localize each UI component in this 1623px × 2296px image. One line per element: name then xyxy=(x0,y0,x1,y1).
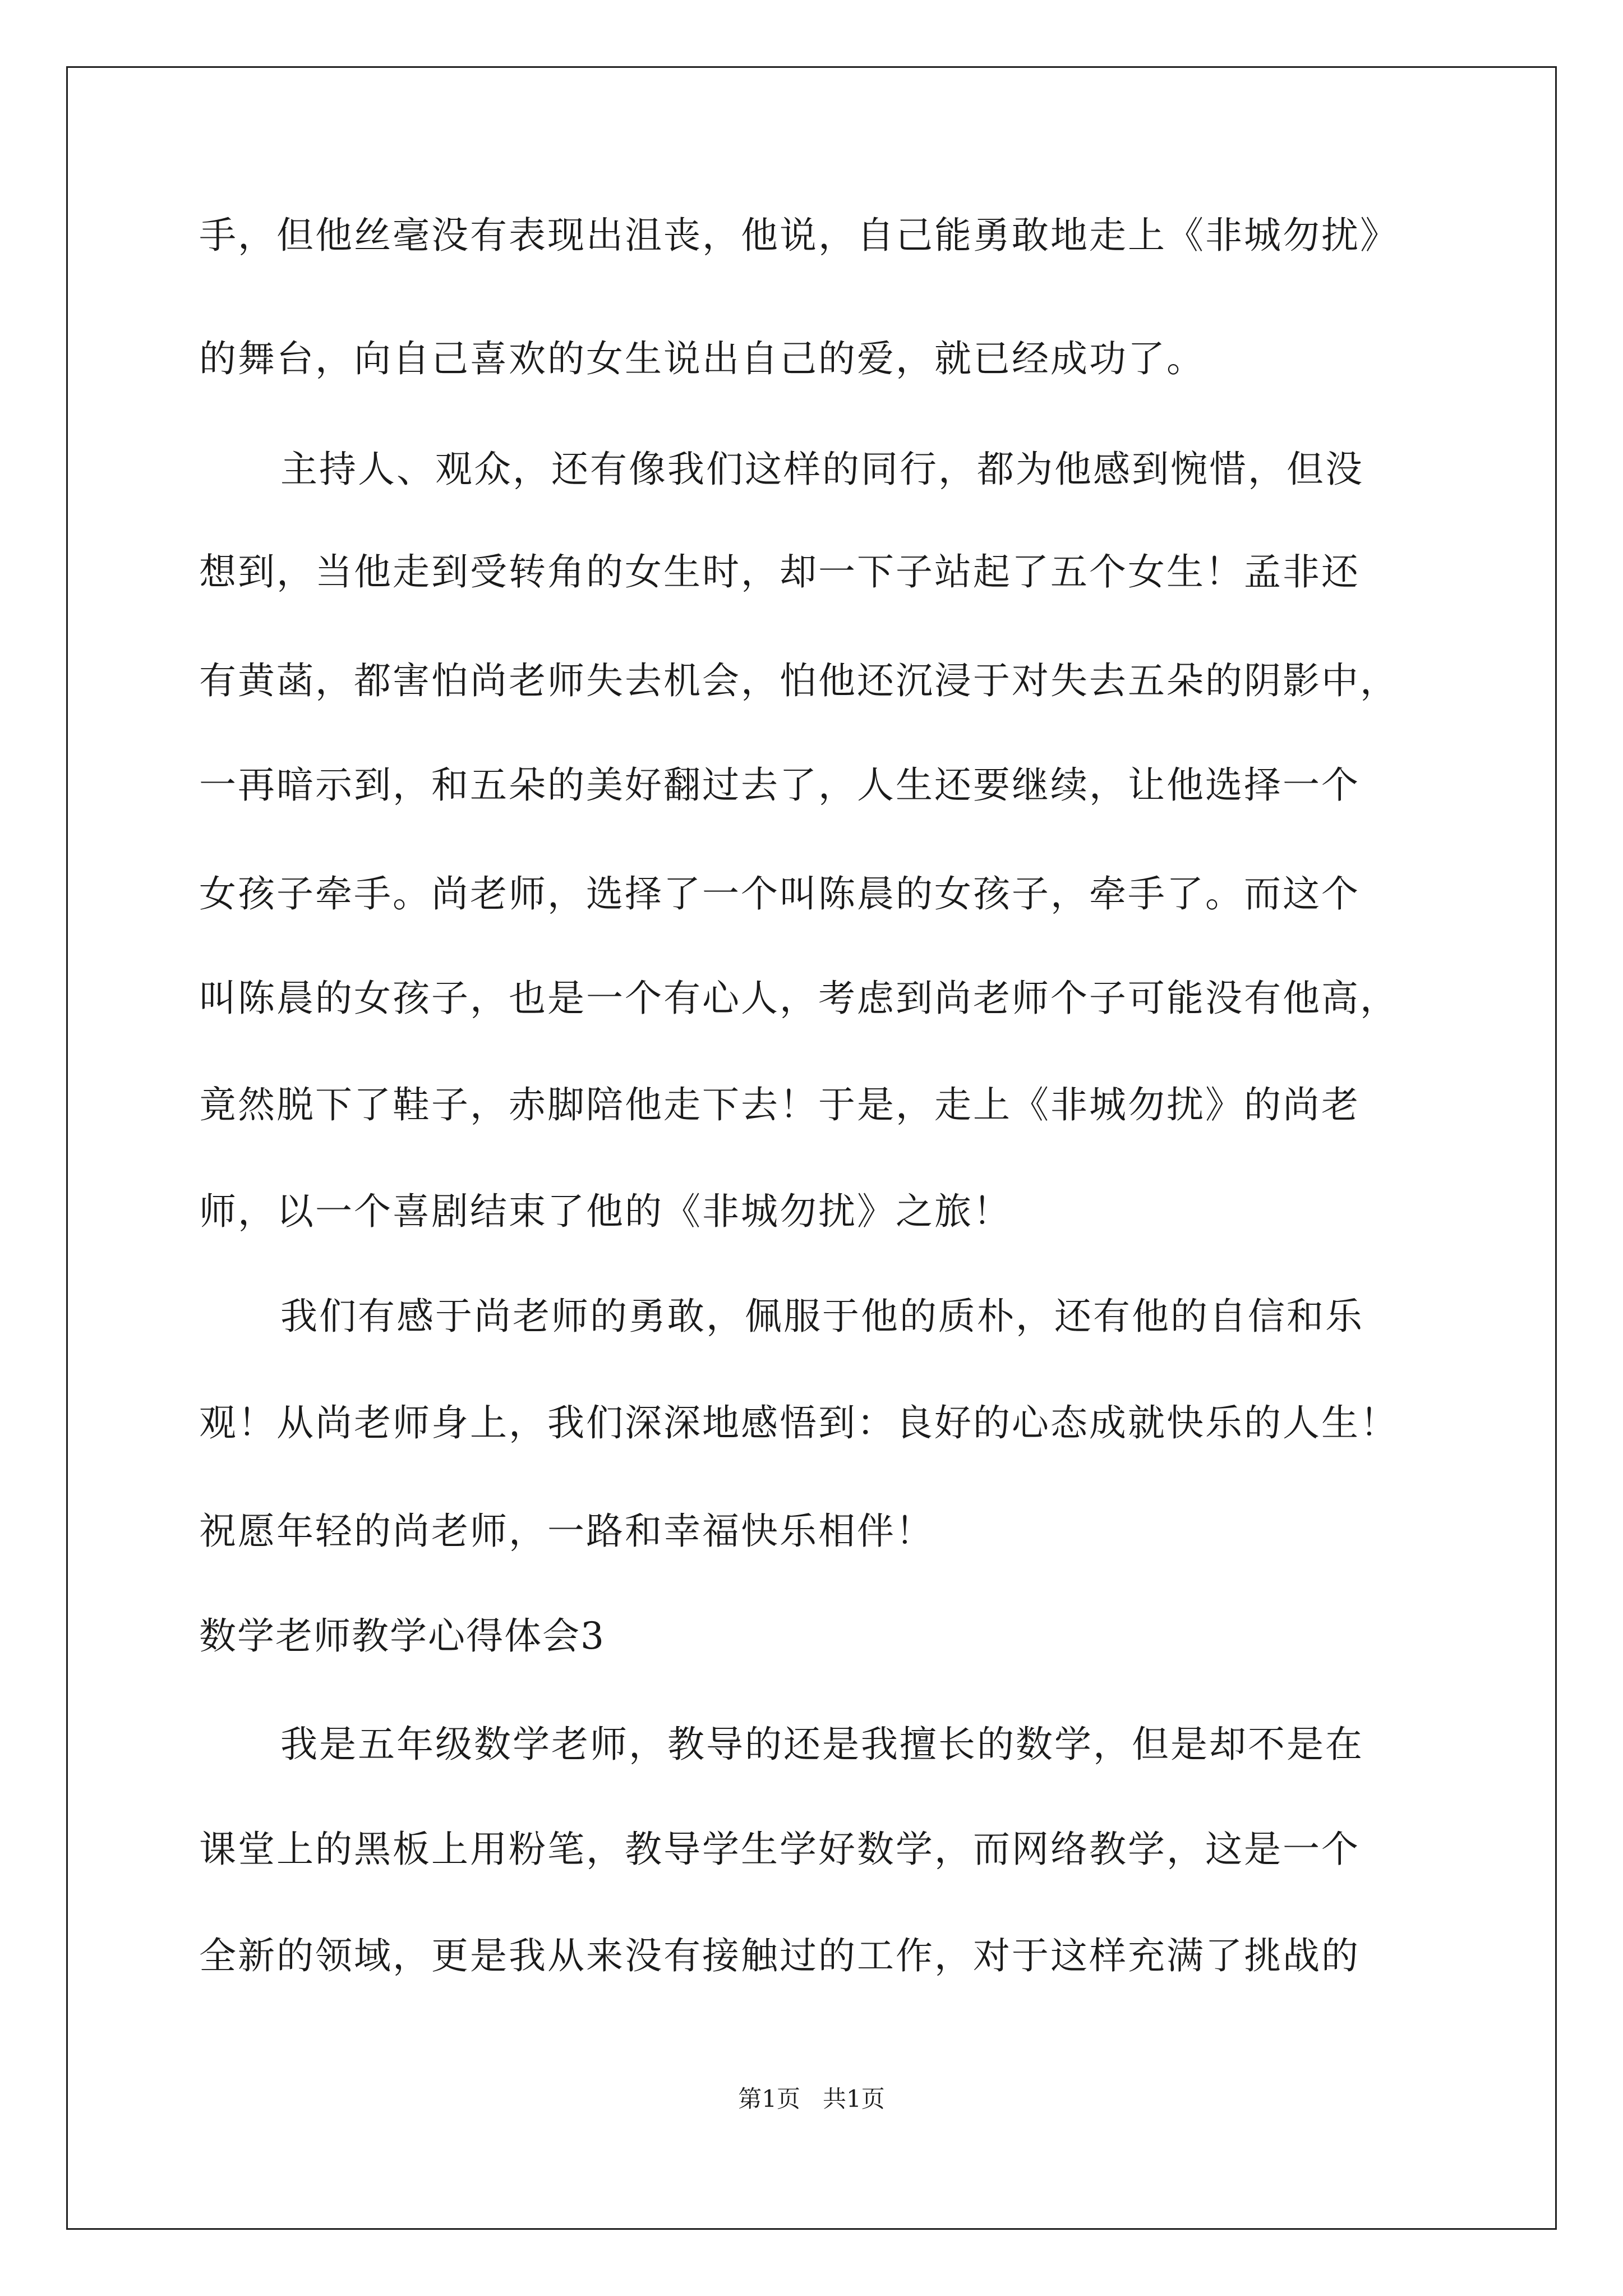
body-text-line: 全新的领域，更是我从来没有接触过的工作，对于这样充满了挑战的 xyxy=(199,1934,1360,1977)
body-text-line: 竟然脱下了鞋子，赤脚陪他走下去！于是，走上《非城勿扰》的尚老 xyxy=(199,1083,1360,1126)
section-heading: 数学老师教学心得体会3 xyxy=(199,1614,605,1658)
body-text-line: 一再暗示到，和五朵的美好翻过去了，人生还要继续，让他选择一个 xyxy=(199,763,1360,807)
page-border xyxy=(66,66,1557,2230)
body-text-line: 祝愿年轻的尚老师，一路和幸福快乐相伴！ xyxy=(199,1510,934,1553)
body-text-line: 女孩子牵手。尚老师，选择了一个叫陈晨的女孩子，牵手了。而这个 xyxy=(199,872,1360,915)
body-text-line: 叫陈晨的女孩子，也是一个有心人，考虑到尚老师个子可能没有他高， xyxy=(199,977,1399,1020)
body-text-line: 手，但他丝毫没有表现出沮丧，他说，自己能勇敢地走上《非城勿扰》 xyxy=(199,214,1399,257)
page-number-footer: 第1页 共1页 xyxy=(738,2085,885,2113)
body-text-line: 观！从尚老师身上，我们深深地感悟到：良好的心态成就快乐的人生！ xyxy=(199,1401,1399,1444)
paragraph-first-line: 主持人、观众，还有像我们这样的同行，都为他感到惋惜，但没 xyxy=(280,448,1364,491)
body-text-line: 师，以一个喜剧结束了他的《非城勿扰》之旅！ xyxy=(199,1190,1012,1233)
paragraph-first-line: 我们有感于尚老师的勇敢，佩服于他的质朴，还有他的自信和乐 xyxy=(280,1295,1364,1338)
body-text-line: 想到，当他走到受转角的女生时，却一下子站起了五个女生！孟非还 xyxy=(199,550,1360,593)
paragraph-first-line: 我是五年级数学老师，教导的还是我擅长的数学，但是却不是在 xyxy=(280,1723,1364,1766)
body-text-line: 有黄菡，都害怕尚老师失去机会，怕他还沉浸于对失去五朵的阴影中， xyxy=(199,659,1399,702)
body-text-line: 的舞台，向自己喜欢的女生说出自己的爱，就已经成功了。 xyxy=(199,337,1205,380)
body-text-line: 课堂上的黑板上用粉笔，教导学生学好数学，而网络教学，这是一个 xyxy=(199,1828,1360,1871)
